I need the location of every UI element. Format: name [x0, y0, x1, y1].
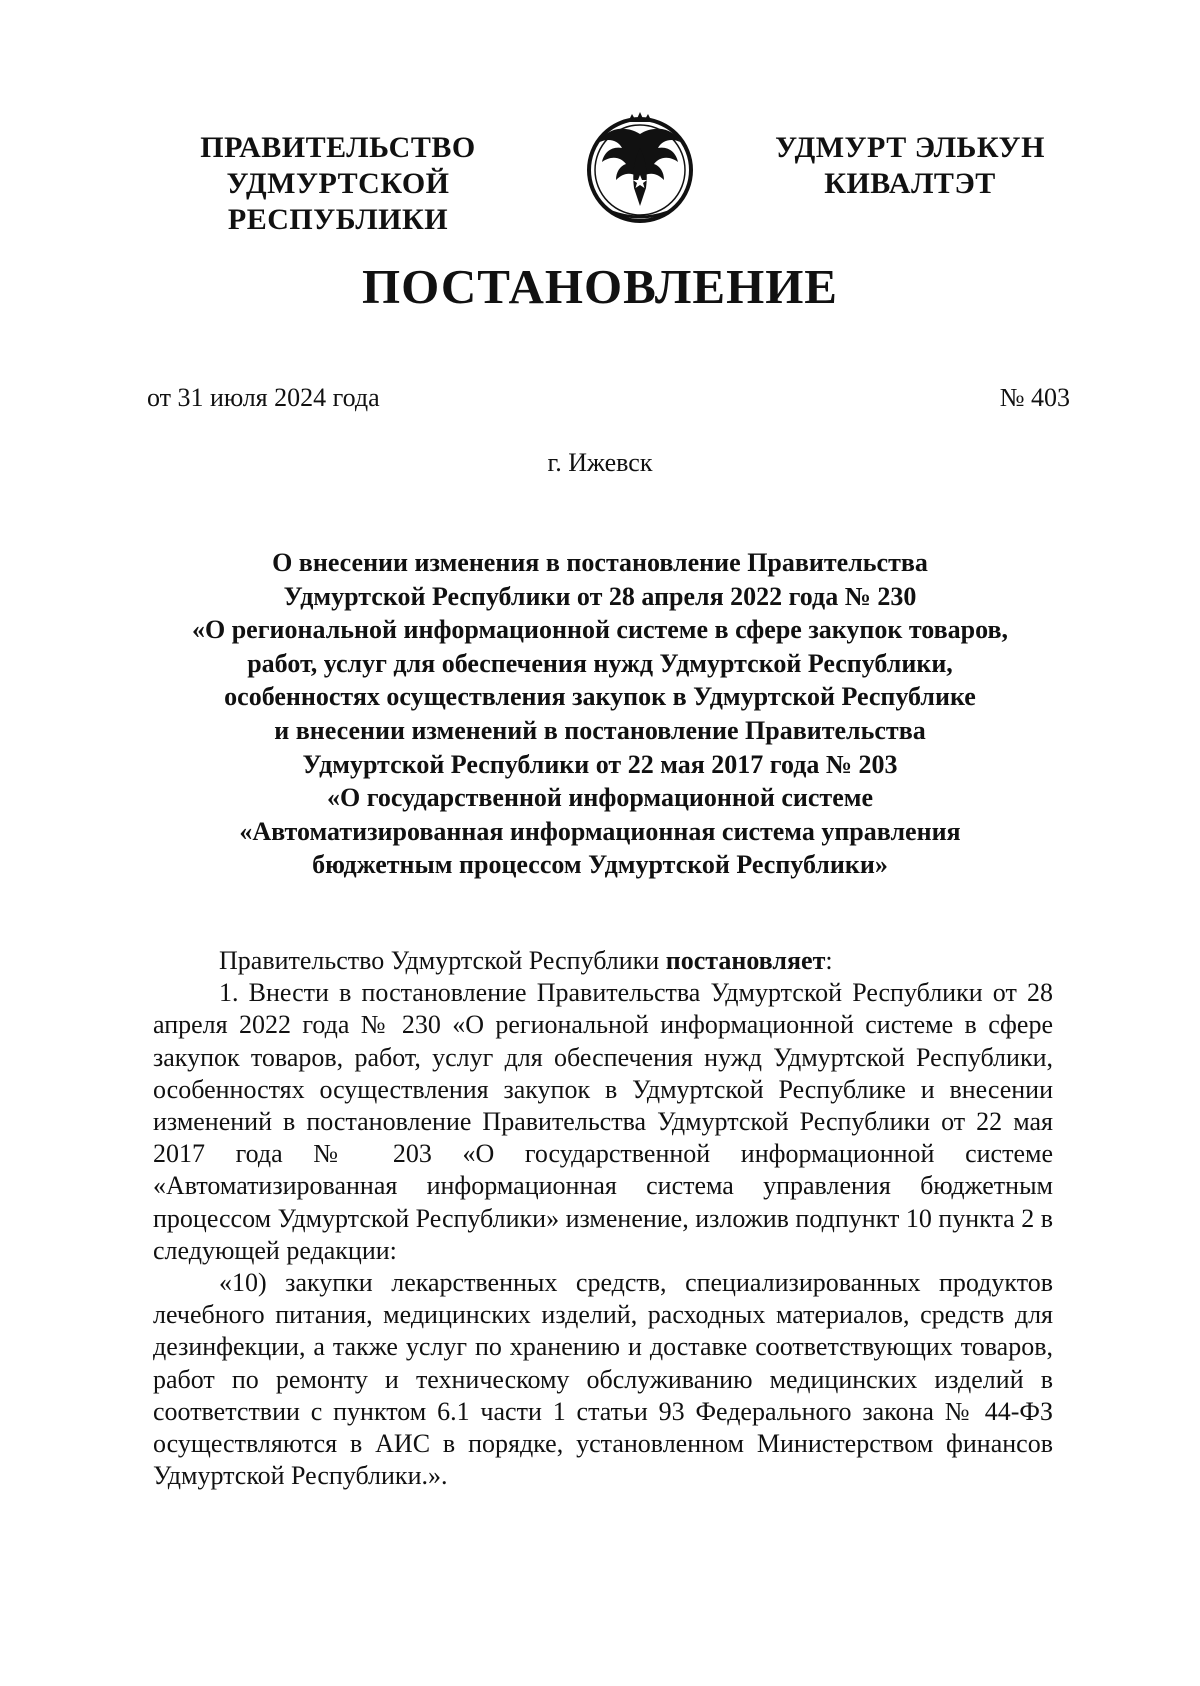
paragraph-2: «10) закупки лекарственных средств, специализированных продуктов лечебного питания, медицинских изделий, расходных материалов, средств для дезинфекции, а также услуг по хранению и доставке соответствующих товаров, работ по ремонту и техническому обслуживанию медицинских изделий в соответствии с пунктом 6.1 части 1 статьи 93 Федерального закона № 44-ФЗ осуществляются в АИС в порядке, установленном Министерством финансов Удмуртской Республики.».: [153, 1268, 1053, 1491]
title-line: «О региональной информационной системе в сфере закупок товаров,: [191, 615, 1009, 645]
title-line: Удмуртской Республики от 22 мая 2017 года № 203: [302, 749, 898, 779]
authority-name-udmurt-line-1: УДМУРТ ЭЛЬКУН: [775, 131, 1045, 164]
document-header: [0, 130, 1200, 260]
document-type-heading: ПОСТАНОВЛЕНИЕ: [362, 259, 838, 314]
title-line: и внесении изменений в постановление Правительства: [274, 715, 926, 745]
authority-name-russian-line-1: ПРАВИТЕЛЬСТВО: [200, 131, 476, 164]
authority-name-udmurt: [760, 130, 1060, 202]
intro-text: Правительство Удмуртской Республики: [219, 946, 660, 975]
title-line: О внесении изменения в постановление Правительства: [272, 548, 928, 577]
paragraph-1: 1. Внести в постановление Правительства Удмуртской Республики от 28 апреля 2022 года № 230 «О региональной информационной системе в сфере закупок товаров, работ, услуг для обеспечения нужд Удмуртской Республики, особенностях осуществления закупок в Удмуртской Республике и внесении изменений в постановление Правительства Удмуртской Республики от 22 мая 2017 года № 203 «О государственной информационной системе «Автоматизированная информационная система управления бюджетным процессом Удмуртской Республики» изменение, изложив подпункт 10 пункта 2 в следующей редакции:: [153, 978, 1053, 1265]
title-line: «Автоматизированная информационная система управления: [239, 816, 961, 846]
authority-name-russian-line-2: УДМУРТСКОЙ РЕСПУБЛИКИ: [226, 167, 450, 236]
document-title: [150, 546, 1050, 882]
document-date: от 31 июля 2024 года: [147, 383, 380, 412]
intro-keyword: постановляет: [665, 946, 826, 975]
document-number: № 403: [999, 383, 1070, 412]
title-line: бюджетным процессом Удмуртской Республики»: [312, 850, 888, 880]
document-city: г. Ижевск: [547, 448, 653, 477]
title-line: особенностях осуществления закупок в Удмуртской Республике: [224, 682, 976, 712]
resolution-intro: [153, 945, 1053, 977]
title-line: работ, услуг для обеспечения нужд Удмуртской Республики,: [247, 648, 953, 678]
title-line: Удмуртской Республики от 28 апреля 2022 года № 230: [283, 581, 917, 611]
document-body: [153, 945, 1053, 1492]
authority-name-udmurt-line-2: КИВАЛТЭТ: [824, 167, 996, 200]
intro-colon: :: [825, 946, 833, 975]
udmurtia-coat-of-arms-icon: [582, 108, 698, 232]
title-line: «О государственной информационной системе: [327, 783, 873, 813]
authority-name-russian: [118, 130, 558, 238]
